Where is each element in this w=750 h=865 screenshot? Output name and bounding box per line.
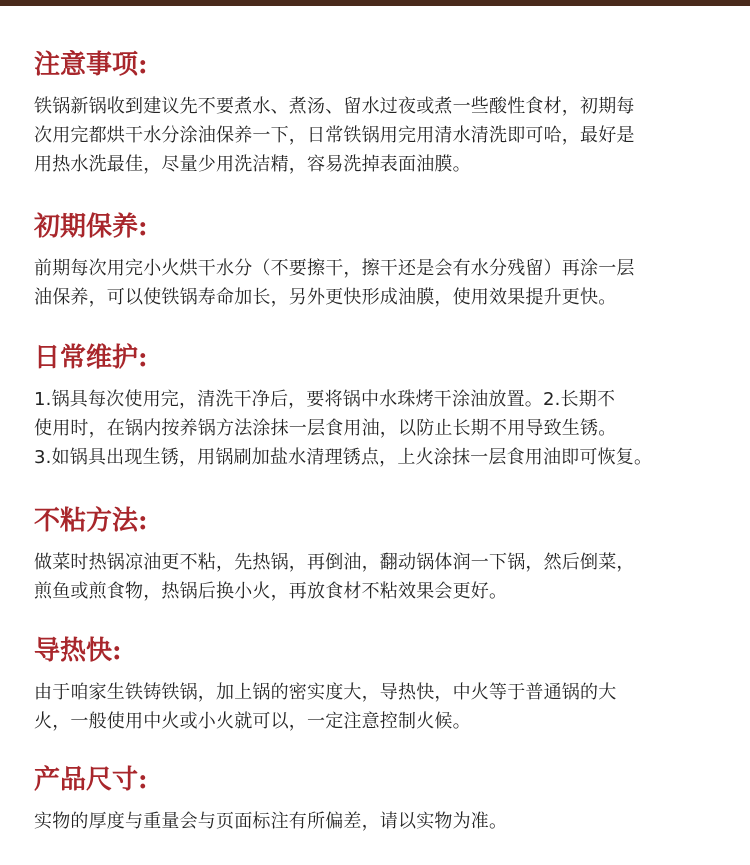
section-nonstick-method xyxy=(0,506,750,616)
body-line: 由于咱家生铁铸铁锅，加上锅的密实度大，导热快，中火等于普通锅的大 xyxy=(34,682,617,703)
section-title-notes: 注意事项: xyxy=(34,50,148,80)
section-body-initial-care xyxy=(34,254,724,312)
body-line: 油保养，可以使铁锅寿命加长，另外更快形成油膜，使用效果提升更快。 xyxy=(34,287,617,308)
body-line: 次用完都烘干水分涂油保养一下，日常铁锅用完用清水清洗即可哈，最好是 xyxy=(34,125,635,146)
body-line: 煎鱼或煎食物，热锅后换小火，再放食材不粘效果会更好。 xyxy=(34,581,508,602)
section-title-daily-maintenance: 日常维护: xyxy=(34,343,148,373)
section-product-size xyxy=(0,765,750,855)
body-line: 火，一般使用中火或小火就可以，一定注意控制火候。 xyxy=(34,711,471,732)
section-body-fast-heat xyxy=(34,678,724,736)
section-body-notes xyxy=(34,92,724,179)
section-title-product-size: 产品尺寸: xyxy=(34,765,148,795)
section-daily-maintenance xyxy=(0,343,750,483)
section-body-nonstick-method xyxy=(34,548,724,606)
section-title-fast-heat: 导热快: xyxy=(34,636,122,666)
section-initial-care xyxy=(0,212,750,322)
section-notes xyxy=(0,50,750,190)
section-title-initial-care: 初期保养: xyxy=(34,212,148,242)
body-line: 铁锅新锅收到建议先不要煮水、煮汤、留水过夜或煮一些酸性食材，初期每 xyxy=(34,96,635,117)
section-fast-heat xyxy=(0,636,750,746)
body-line: 3.如锅具出现生锈，用锅刷加盐水清理锈点，上火涂抹一层食用油即可恢复。 xyxy=(34,447,653,468)
top-border-bar xyxy=(0,0,750,6)
section-title-nonstick-method: 不粘方法: xyxy=(34,506,148,536)
body-line: 前期每次用完小火烘干水分（不要擦干，擦干还是会有水分残留）再涂一层 xyxy=(34,258,635,279)
body-line: 实物的厚度与重量会与页面标注有所偏差，请以实物为准。 xyxy=(34,811,508,832)
body-line: 1.锅具每次使用完，清洗干净后，要将锅中水珠烤干涂油放置。2.长期不 xyxy=(34,389,616,410)
body-line: 使用时，在锅内按养锅方法涂抹一层食用油，以防止长期不用导致生锈。 xyxy=(34,418,617,439)
body-line: 用热水洗最佳，尽量少用洗洁精，容易洗掉表面油膜。 xyxy=(34,154,471,175)
body-line: 做菜时热锅凉油更不粘，先热锅，再倒油，翻动锅体润一下锅，然后倒菜， xyxy=(34,552,635,573)
section-body-daily-maintenance xyxy=(34,385,724,472)
section-body-product-size xyxy=(34,807,724,836)
